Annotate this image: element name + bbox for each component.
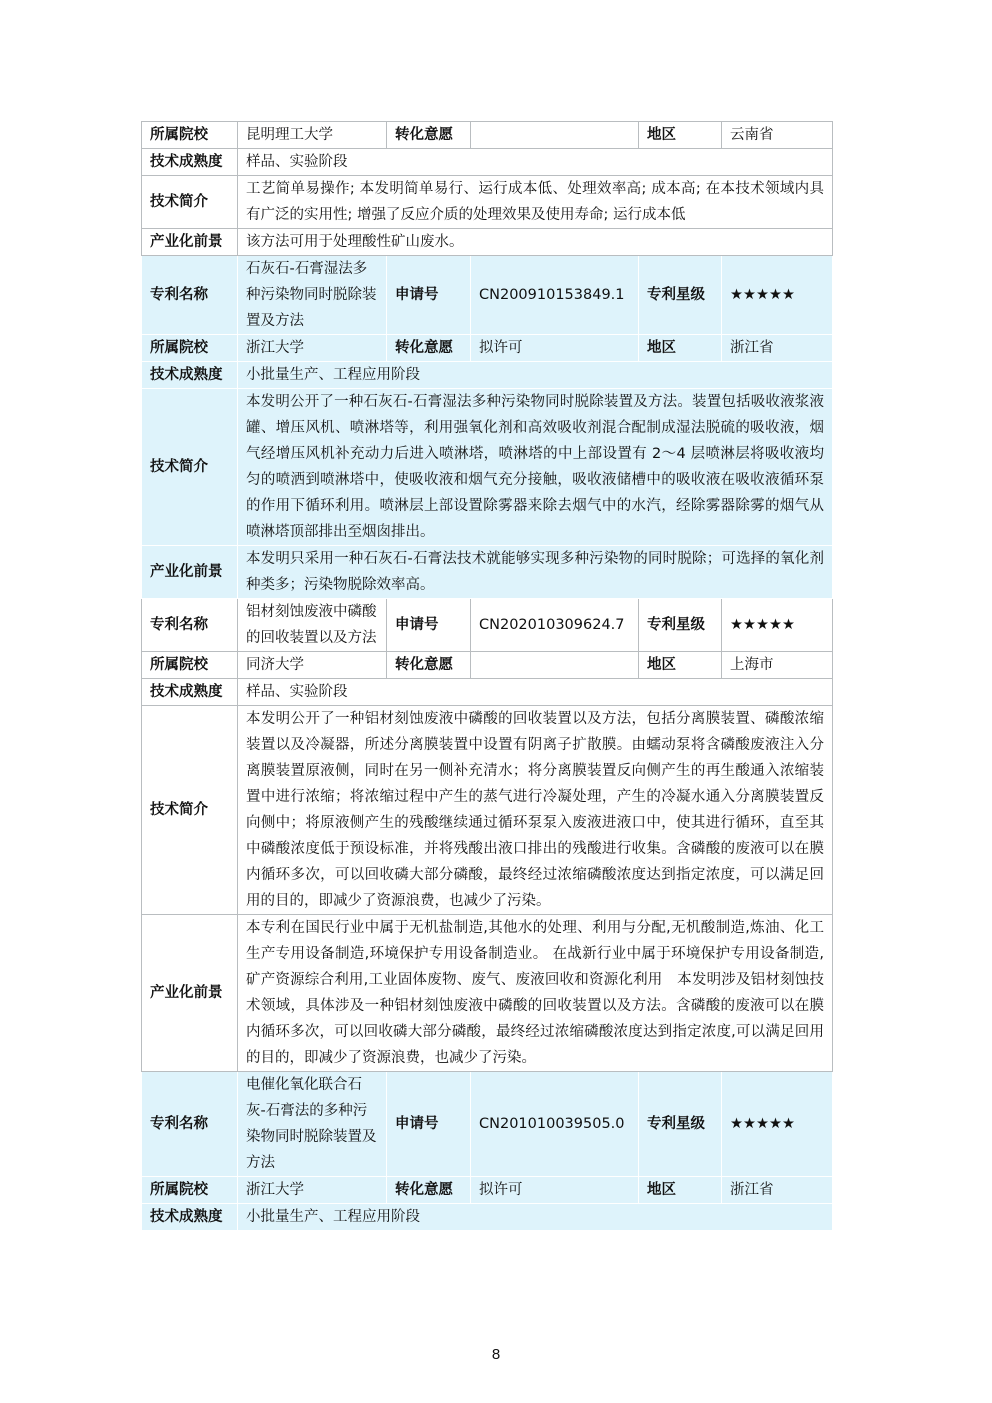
intro: 本发明公开了一种铝材刻蚀废液中磷酸的回收装置以及方法，包括分离膜装置、磷酸浓缩装置以及冷凝器，所述分离膜装置中设置有阴离子扩散膜。由蠕动泵将含磷酸废液注入分离膜装置原液侧，同时在另一侧补充清水；将分离膜装置反向侧产生的再生酸通入浓缩装置中进行浓缩；将浓缩过程中产生的蒸气进行冷凝处理，产生的冷凝水通入分离膜装置反向侧中；将原液侧产生的残酸继续通过循环泵泵入废液进液口中，使其进行循环，直至其中磷酸浓度低于预设标准，并将残酸出液口排出的残酸进行收集。含磷酸的废液可以在膜内循环多次，可以回收磷大部分磷酸，最终经过浓缩磷酸浓度达到指定浓度，可以满足回用的目的，即减少了资源浪费，也减少了污染。 xyxy=(238,706,833,915)
intro: 工艺简单易操作; 本发明简单易行、运行成本低、处理效率高; 成本高; 在本技术领域内具有广泛的实用性; 增强了反应介质的处理效果及使用寿命; 运行成本低 xyxy=(238,176,833,229)
row-maturity xyxy=(142,362,833,389)
label-maturity: 技术成熟度 xyxy=(142,149,238,176)
label-intent: 转化意愿 xyxy=(387,122,471,149)
maturity: 小批量生产、工程应用阶段 xyxy=(238,1204,833,1231)
label-intro: 技术简介 xyxy=(142,389,238,546)
page-number: 8 xyxy=(491,1346,501,1363)
school: 昆明理工大学 xyxy=(238,122,387,149)
label-prospect: 产业化前景 xyxy=(142,915,238,1072)
region: 云南省 xyxy=(722,122,833,149)
label-intro: 技术简介 xyxy=(142,706,238,915)
patent-stars: ★★★★★ xyxy=(722,599,833,652)
row-school xyxy=(142,652,833,679)
label-stars: 专利星级 xyxy=(639,256,722,335)
transfer-intent: 拟许可 xyxy=(471,335,639,362)
patent-stars: ★★★★★ xyxy=(722,256,833,335)
school: 浙江大学 xyxy=(238,1177,387,1204)
label-region: 地区 xyxy=(639,652,722,679)
label-school: 所属院校 xyxy=(142,335,238,362)
label-intent: 转化意愿 xyxy=(387,1177,471,1204)
school: 浙江大学 xyxy=(238,335,387,362)
label-school: 所属院校 xyxy=(142,1177,238,1204)
label-intro: 技术简介 xyxy=(142,176,238,229)
label-school: 所属院校 xyxy=(142,652,238,679)
label-prospect: 产业化前景 xyxy=(142,229,238,256)
patent-name: 电催化氧化联合石灰-石膏法的多种污染物同时脱除装置及方法 xyxy=(238,1072,387,1177)
label-prospect: 产业化前景 xyxy=(142,546,238,599)
row-intro xyxy=(142,389,833,546)
label-stars: 专利星级 xyxy=(639,1072,722,1177)
label-maturity: 技术成熟度 xyxy=(142,1204,238,1231)
label-appno: 申请号 xyxy=(387,256,471,335)
patent-name: 石灰石-石膏湿法多种污染物同时脱除装置及方法 xyxy=(238,256,387,335)
intro: 本发明公开了一种石灰石-石膏湿法多种污染物同时脱除装置及方法。装置包括吸收液浆液罐、增压风机、喷淋塔等，利用强氧化剂和高效吸收剂混合配制成湿法脱硫的吸收液，烟气经增压风机补充动力后进入喷淋塔，喷淋塔的中上部设置有 2～4 层喷淋层将吸收液均匀的喷洒到喷淋塔中，使吸收液和烟气充分接触，吸收液储槽中的吸收液在吸收液循环泵的作用下循环利用。喷淋层上部设置除雾器来除去烟气中的水汽，经除雾器除雾的烟气从喷淋塔顶部排出至烟囱排出。 xyxy=(238,389,833,546)
label-name: 专利名称 xyxy=(142,1072,238,1177)
row-maturity xyxy=(142,149,833,176)
label-appno: 申请号 xyxy=(387,599,471,652)
label-region: 地区 xyxy=(639,335,722,362)
label-region: 地区 xyxy=(639,1177,722,1204)
label-name: 专利名称 xyxy=(142,599,238,652)
label-region: 地区 xyxy=(639,122,722,149)
label-intent: 转化意愿 xyxy=(387,335,471,362)
label-maturity: 技术成熟度 xyxy=(142,362,238,389)
transfer-intent: 拟许可 xyxy=(471,1177,639,1204)
label-intent: 转化意愿 xyxy=(387,652,471,679)
label-stars: 专利星级 xyxy=(639,599,722,652)
row-patent-name xyxy=(142,599,833,652)
school: 同济大学 xyxy=(238,652,387,679)
row-intro xyxy=(142,176,833,229)
region: 浙江省 xyxy=(722,335,833,362)
prospect: 该方法可用于处理酸性矿山废水。 xyxy=(238,229,833,256)
row-school xyxy=(142,335,833,362)
row-patent-name xyxy=(142,1072,833,1177)
row-prospect xyxy=(142,915,833,1072)
application-number: CN200910153849.1 xyxy=(471,256,639,335)
label-appno: 申请号 xyxy=(387,1072,471,1177)
row-intro xyxy=(142,706,833,915)
prospect: 本发明只采用一种石灰石-石膏法技术就能够实现多种污染物的同时脱除；可选择的氧化剂种类多；污染物脱除效率高。 xyxy=(238,546,833,599)
row-school xyxy=(142,1177,833,1204)
region: 浙江省 xyxy=(722,1177,833,1204)
row-prospect xyxy=(142,229,833,256)
transfer-intent xyxy=(471,652,639,679)
row-prospect xyxy=(142,546,833,599)
row-school xyxy=(142,122,833,149)
application-number: CN202010309624.7 xyxy=(471,599,639,652)
row-maturity xyxy=(142,679,833,706)
patent-table xyxy=(141,121,833,1231)
row-maturity xyxy=(142,1204,833,1231)
region: 上海市 xyxy=(722,652,833,679)
transfer-intent xyxy=(471,122,639,149)
application-number: CN201010039505.0 xyxy=(471,1072,639,1177)
label-school: 所属院校 xyxy=(142,122,238,149)
label-maturity: 技术成熟度 xyxy=(142,679,238,706)
row-patent-name xyxy=(142,256,833,335)
maturity: 样品、实验阶段 xyxy=(238,149,833,176)
label-name: 专利名称 xyxy=(142,256,238,335)
patent-stars: ★★★★★ xyxy=(722,1072,833,1177)
maturity: 样品、实验阶段 xyxy=(238,679,833,706)
patent-name: 铝材刻蚀废液中磷酸的回收装置以及方法 xyxy=(238,599,387,652)
prospect: 本专利在国民行业中属于无机盐制造,其他水的处理、利用与分配,无机酸制造,炼油、化工生产专用设备制造,环境保护专用设备制造业。 在战新行业中属于环境保护专用设备制造,矿产资源综合利用,工业固体废物、废气、废液回收和资源化利用 本发明涉及铝材刻蚀技术领域，具体涉及一种铝材刻蚀废液中磷酸的回收装置以及方法。含磷酸的废液可以在膜内循环多次，可以回收磷大部分磷酸，最终经过浓缩磷酸浓度达到指定浓度,可以满足回用的目的，即减少了资源浪费，也减少了污染。 xyxy=(238,915,833,1072)
maturity: 小批量生产、工程应用阶段 xyxy=(238,362,833,389)
